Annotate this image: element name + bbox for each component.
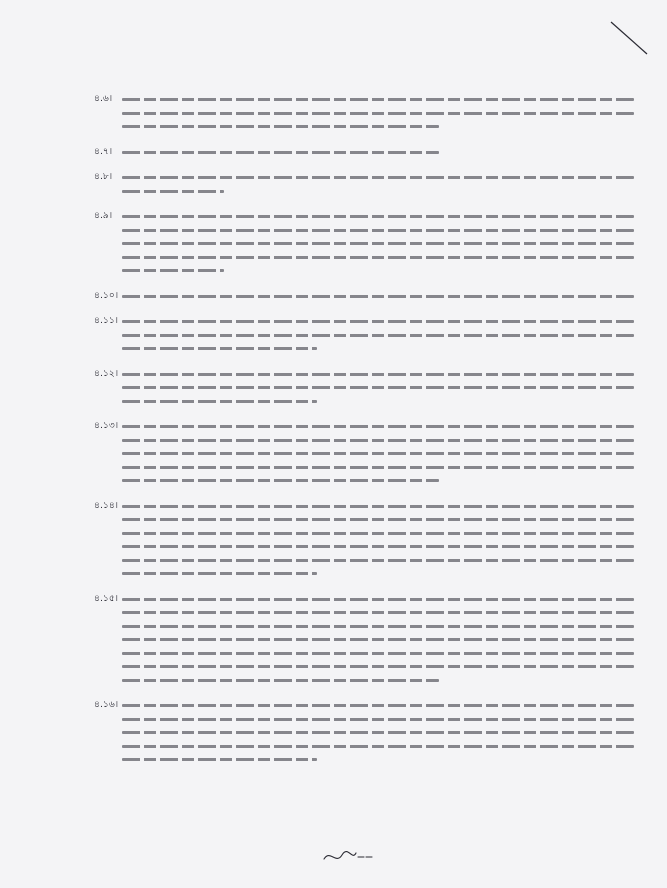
clause-4-13: [94, 419, 634, 487]
corner-pen-mark: [609, 18, 649, 58]
clause-number: ৪.৮।: [94, 171, 113, 182]
clause-number: ৪.৭।: [94, 145, 113, 157]
text-lines: [122, 170, 634, 197]
clause-text: [122, 314, 634, 355]
clause-text: [122, 367, 634, 408]
text-lines: [122, 92, 634, 133]
clause-number: ৪.৯।: [94, 210, 113, 221]
clause-text: [122, 419, 634, 487]
text-lines: [122, 592, 634, 687]
clause-4-10: [94, 289, 634, 303]
clause-text: [122, 209, 634, 277]
text-lines: [122, 367, 634, 408]
clause-text: [122, 499, 634, 580]
page-mark-handwritten: [320, 845, 380, 867]
clause-4-14: [94, 499, 634, 580]
clause-number: ৪.১৩।: [94, 420, 119, 431]
text-lines: [122, 289, 634, 303]
clause-4-11: [94, 314, 634, 355]
clause-4-16: [94, 698, 634, 766]
clause-number: ৪.১৪।: [94, 499, 119, 511]
clause-number: ৪.৬।: [94, 93, 113, 104]
text-lines: [122, 209, 634, 277]
clause-number: ৪.১৫।: [94, 592, 119, 604]
clause-number: ৪.১৬।: [94, 699, 119, 710]
clause-text: [122, 289, 634, 303]
text-lines: [122, 499, 634, 580]
clause-list: [94, 92, 634, 778]
clause-text: [122, 145, 634, 159]
clause-4-6: [94, 92, 634, 133]
clause-text: [122, 592, 634, 687]
clause-number: ৪.১০।: [94, 289, 119, 301]
clause-text: [122, 170, 634, 197]
clause-number: ৪.১২।: [94, 367, 119, 379]
text-lines: [122, 314, 634, 355]
clause-4-15: [94, 592, 634, 687]
clause-4-9: [94, 209, 634, 277]
clause-4-12: [94, 367, 634, 408]
clause-number: ৪.১১।: [94, 315, 119, 326]
text-lines: [122, 419, 634, 487]
clause-text: [122, 92, 634, 133]
clause-4-7: [94, 145, 634, 159]
clause-4-8: [94, 170, 634, 197]
clause-text: [122, 698, 634, 766]
text-lines: [122, 698, 634, 766]
text-lines: [122, 145, 634, 159]
